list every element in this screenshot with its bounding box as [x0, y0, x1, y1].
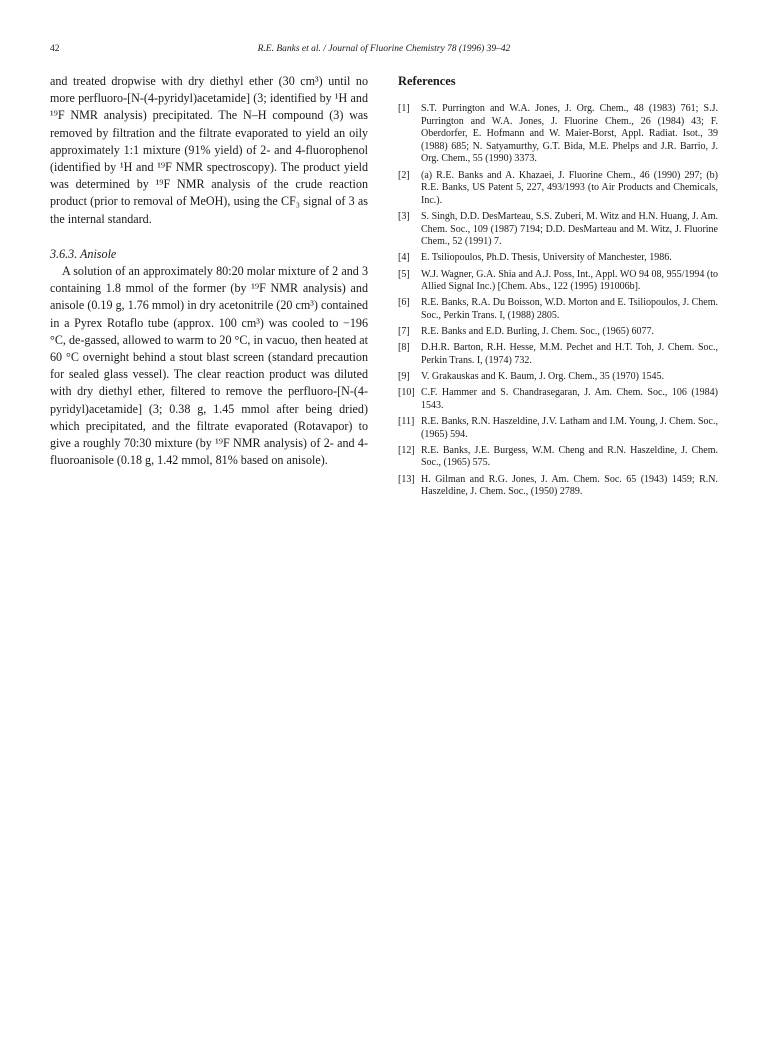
- left-column: [50, 73, 368, 469]
- reference-text: C.F. Hammer and S. Chandrasegaran, J. Am. Chem. Soc., 106 (1984) 1543.: [421, 387, 718, 411]
- reference-number: [8]: [398, 342, 410, 354]
- reference-list: [398, 103, 718, 499]
- reference-text: R.E. Banks, R.A. Du Boisson, W.D. Morton and E. Tsiliopoulos, J. Chem. Soc., Perkin Trans. I, (1988) 2805.: [421, 297, 718, 321]
- reference-item: [398, 387, 718, 412]
- reference-item: [398, 103, 718, 166]
- reference-number: [9]: [398, 371, 410, 383]
- reference-text: R.E. Banks, J.E. Burgess, W.M. Cheng and R.N. Haszeldine, J. Chem. Soc., (1965) 575.: [421, 444, 718, 469]
- body-paragraph: and treated dropwise with dry diethyl ether (30 cm³) until no more perfluoro-[N-(4-pyridyl)acetamide] (3; identified by ¹H and ¹⁹F NMR analysis) precipitated. The N–H compound (3) was removed by filtration and the filtrate evaporated to yield an oily approximately 1:1 mixture (91% yield) of 2- and 4-fluorophenol (identified by ¹H and ¹⁹F NMR spectroscopy). The product yield was determined by ¹⁹F NMR analysis of the crude reaction product (prior to removal of MeOH), using the CF₃ signal of 3 as the internal standard.: [50, 74, 368, 226]
- running-header: [50, 42, 718, 56]
- reference-number: [4]: [398, 252, 410, 264]
- reference-item: [398, 416, 718, 441]
- reference-item: [398, 326, 718, 339]
- section-heading: 3.6.3. Anisole: [50, 246, 117, 261]
- reference-number: [2]: [398, 169, 410, 181]
- reference-item: [398, 170, 718, 208]
- reference-number: [5]: [398, 268, 410, 280]
- running-head: R.E. Banks et al. / Journal of Fluorine Chemistry 78 (1996) 39–42: [257, 44, 511, 54]
- reference-text: (a) R.E. Banks and A. Khazaei, J. Fluorine Chem., 46 (1990) 297; (b) R.E. Banks, US Patent 5, 227, 493/1993 (to Air Products and Chemicals, Inc.).: [421, 169, 718, 206]
- body-paragraph: A solution of an approximately 80:20 molar mixture of 2 and 3 containing 1.8 mmol of the former (by ¹⁹F NMR analysis) and anisole (0.19 g, 1.76 mmol) in dry acetonitrile (20 cm³) contained in a Pyrex Rotaflo tube (approx. 100 cm³) was cooled to −196 °C, de-gassed, allowed to warm to 20 °C, in vacuo, then heated at 60 °C overnight behind a stout blast screen (standard precaution for sealed glass vessel). The clear reaction product was diluted with dry diethyl ether, filtered to remove the perfluoro-[N-(4-pyridyl)acetamide] (3; 0.38 g, 1.45 mmol after being dried) which precipitated, and the filtrate evaporated (Rotavapor) to give a roughly 70:30 mixture (by ¹⁹F NMR analysis) of 2- and 4-fluoroanisole (0.18 g, 1.42 mmol, 81% based on anisole).: [50, 264, 368, 468]
- references-section: [398, 73, 718, 502]
- reference-item: [398, 445, 718, 470]
- reference-number: [3]: [398, 210, 410, 222]
- reference-item: [398, 371, 718, 384]
- reference-text: V. Grakauskas and K. Baum, J. Org. Chem., 35 (1970) 1545.: [421, 371, 664, 383]
- reference-item: [398, 297, 718, 322]
- reference-number: [13]: [398, 473, 415, 485]
- reference-number: [6]: [398, 297, 410, 309]
- references-heading: References: [398, 74, 456, 88]
- reference-number: [7]: [398, 326, 410, 338]
- reference-number: [10]: [398, 387, 415, 399]
- reference-item: [398, 211, 718, 249]
- reference-text: R.E. Banks and E.D. Burling, J. Chem. Soc., (1965) 6077.: [421, 326, 655, 338]
- reference-text: R.E. Banks, R.N. Haszeldine, J.V. Latham and I.M. Young, J. Chem. Soc., (1965) 594.: [421, 416, 718, 440]
- page-number: 42: [50, 44, 60, 54]
- reference-number: [12]: [398, 444, 415, 456]
- reference-text: S.T. Purrington and W.A. Jones, J. Org. Chem., 48 (1983) 761; S.J. Purrington and W.A. Jones, J. Fluorine Chem., 26 (1984) 43; F. Oberdorfer, E. Hofmann and W. Maier-Borst, Appl. Radiat. Isot., 39 (1988) 685; N. Satyamurthy, G.T. Bida, M.E. Phelps and J.R. Barrio, J. Org. Chem., 55 (1990) 3373.: [421, 103, 718, 165]
- reference-text: W.J. Wagner, G.A. Shia and A.J. Poss, Int., Appl. WO 94 08, 955/1994 (to Allied Signal Inc.) [Chem. Abs., 122 (1995) 191006b].: [421, 268, 718, 293]
- reference-text: S. Singh, D.D. DesMarteau, S.S. Zuberi, M. Witz and H.N. Huang, J. Am. Chem. Soc., 109 (1987) 7194; D.D. DesMarteau and M. Witz, J. Fluorine Chem., 52 (1991) 7.: [421, 210, 718, 248]
- reference-number: [1]: [398, 103, 410, 114]
- reference-number: [11]: [398, 416, 415, 427]
- reference-item: [398, 269, 718, 294]
- reference-text: H. Gilman and R.G. Jones, J. Am. Chem. Soc. 65 (1943) 1459; R.N. Haszeldine, J. Chem. Soc., (1950) 2789.: [421, 473, 718, 498]
- reference-item: [398, 474, 718, 499]
- reference-text: E. Tsiliopoulos, Ph.D. Thesis, University of Manchester, 1986.: [421, 252, 672, 264]
- reference-item: [398, 342, 718, 367]
- reference-text: D.H.R. Barton, R.H. Hesse, M.M. Pechet and H.T. Toh, J. Chem. Soc., Perkin Trans. I, (1974) 732.: [421, 342, 718, 366]
- reference-item: [398, 252, 718, 265]
